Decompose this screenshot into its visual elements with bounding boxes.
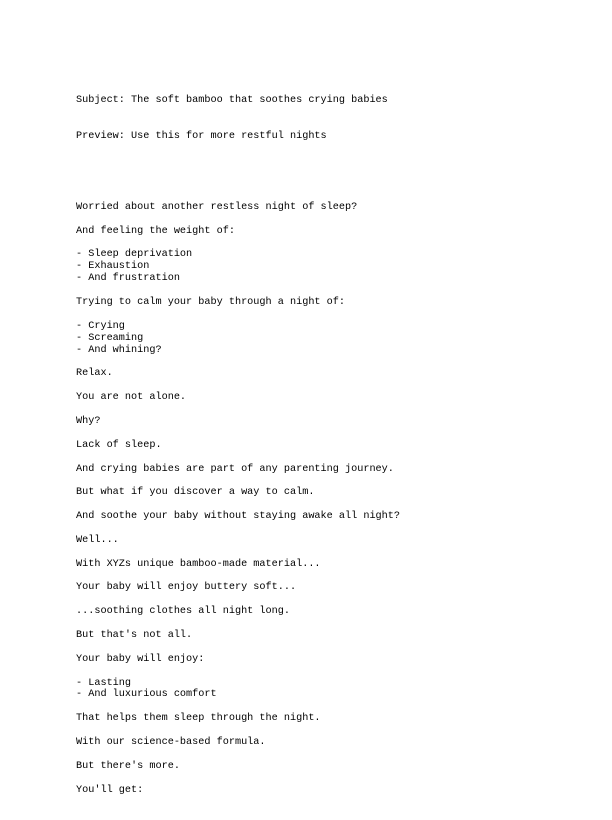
spacer	[76, 285, 576, 297]
spacer	[76, 571, 576, 583]
spacer	[76, 773, 576, 785]
spacer	[76, 547, 576, 559]
list-item: - And luxurious comfort	[76, 689, 217, 701]
paragraph-line: Well...	[76, 534, 119, 546]
list-item: - And frustration	[76, 273, 180, 285]
paragraph-line: And soothe your baby without staying awake all night?	[76, 511, 401, 523]
spacer	[76, 475, 576, 487]
paragraph-line: With our science-based formula.	[76, 737, 266, 748]
spacer	[76, 701, 576, 713]
list-item: - Lasting	[76, 677, 132, 689]
paragraph-line: But that's not all.	[76, 629, 193, 641]
spacer	[76, 238, 576, 250]
preview-line: Preview: Use this for more restful nights	[76, 130, 327, 142]
list-item: - Screaming	[76, 332, 144, 344]
spacer	[76, 749, 576, 761]
spacer	[76, 380, 576, 392]
paragraph-line: But what if you discover a way to calm.	[76, 487, 315, 499]
spacer	[76, 523, 576, 535]
paragraph-line: But there's more.	[76, 760, 180, 772]
paragraph-line: You are not alone.	[76, 392, 187, 404]
spacer	[76, 214, 576, 226]
paragraph-line: ...soothing clothes all night long.	[76, 606, 290, 618]
spacer	[76, 452, 576, 464]
spacer	[76, 357, 576, 369]
paragraph-line: That helps them sleep through the night.	[76, 713, 321, 725]
spacer	[76, 499, 576, 511]
paragraph-line: Trying to calm your baby through a night of:	[76, 297, 345, 309]
paragraph-line: With XYZs unique bamboo-made material...	[76, 558, 321, 570]
list-item: - Sleep deprivation	[76, 249, 193, 261]
spacer	[76, 666, 576, 678]
paragraph-line: And crying babies are part of any parenting journey.	[76, 463, 394, 475]
spacer	[76, 725, 576, 737]
email-body	[76, 71, 576, 820]
paragraph-line: Lack of sleep.	[76, 439, 162, 451]
spacer	[76, 428, 576, 440]
spacer	[76, 309, 576, 321]
subject-line: Subject: The soft bamboo that soothes crying babies	[76, 94, 388, 106]
spacer	[76, 594, 576, 606]
spacer	[76, 618, 576, 630]
list-item: - Exhaustion	[76, 261, 150, 273]
paragraph-line: Your baby will enjoy buttery soft...	[76, 582, 297, 594]
paragraph-line: Your baby will enjoy:	[76, 653, 205, 665]
paragraph-line: Relax.	[76, 368, 113, 380]
spacer	[76, 642, 576, 654]
paragraph-line: Worried about another restless night of sleep?	[76, 201, 358, 213]
spacer	[76, 166, 576, 178]
paragraph-line: Why?	[76, 415, 101, 427]
paragraph-line: You'll get:	[76, 784, 144, 796]
spacer	[76, 404, 576, 416]
paragraph-line: And feeling the weight of:	[76, 225, 235, 237]
email-paragraphs	[76, 202, 576, 797]
list-item: - And whining?	[76, 344, 162, 356]
list-item: - Crying	[76, 320, 125, 332]
